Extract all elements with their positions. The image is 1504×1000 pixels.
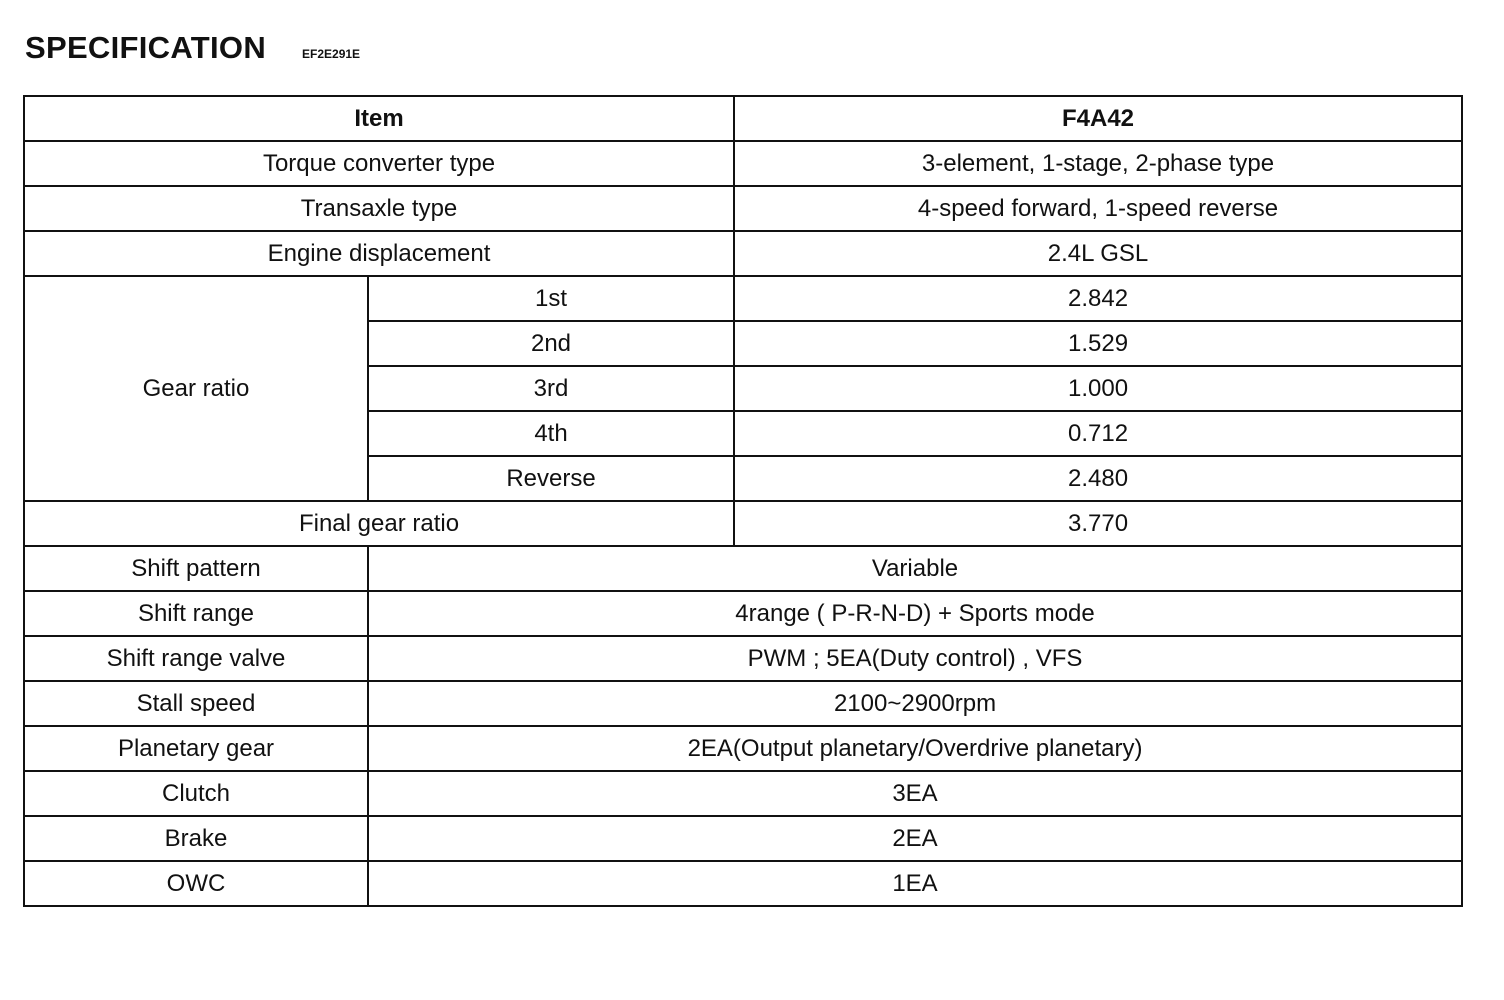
table-row <box>24 231 1462 276</box>
row-label: Brake <box>24 816 368 861</box>
gear-name: 1st <box>368 276 734 321</box>
row-label: Torque converter type <box>24 141 734 186</box>
header-item-cell: Item <box>24 96 734 141</box>
gear-value: 0.712 <box>734 411 1462 456</box>
document-code: EF2E291E <box>302 47 361 61</box>
gear-name: 4th <box>368 411 734 456</box>
gear-name: 3rd <box>368 366 734 411</box>
row-value: 3.770 <box>734 501 1462 546</box>
row-value: 4range ( P-R-N-D) + Sports mode <box>368 591 1462 636</box>
table-row <box>24 771 1462 816</box>
row-value: 3EA <box>368 771 1462 816</box>
gear-value: 2.842 <box>734 276 1462 321</box>
row-value: 2100~2900rpm <box>368 681 1462 726</box>
gear-ratio-row <box>24 276 1462 321</box>
row-label: Clutch <box>24 771 368 816</box>
table-row <box>24 861 1462 906</box>
row-value: Variable <box>368 546 1462 591</box>
page-heading <box>25 30 360 74</box>
row-value: 3-element, 1-stage, 2-phase type <box>734 141 1462 186</box>
row-label: Transaxle type <box>24 186 734 231</box>
table-row <box>24 636 1462 681</box>
table-row <box>24 726 1462 771</box>
final-gear-row <box>24 501 1462 546</box>
row-value: 2.4L GSL <box>734 231 1462 276</box>
gear-name: Reverse <box>368 456 734 501</box>
specification-table <box>23 95 1463 907</box>
row-label: OWC <box>24 861 368 906</box>
table-row <box>24 681 1462 726</box>
gear-value: 1.000 <box>734 366 1462 411</box>
row-value: 2EA(Output planetary/Overdrive planetary) <box>368 726 1462 771</box>
table-row <box>24 591 1462 636</box>
gear-value: 2.480 <box>734 456 1462 501</box>
table-row <box>24 186 1462 231</box>
row-value: PWM ; 5EA(Duty control) , VFS <box>368 636 1462 681</box>
gear-ratio-label: Gear ratio <box>24 276 368 501</box>
row-value: 1EA <box>368 861 1462 906</box>
header-model-cell: F4A42 <box>734 96 1462 141</box>
page-title: SPECIFICATION <box>25 30 267 65</box>
table-header-row <box>24 96 1462 141</box>
gear-name: 2nd <box>368 321 734 366</box>
table-row <box>24 141 1462 186</box>
row-label: Engine displacement <box>24 231 734 276</box>
table-row <box>24 546 1462 591</box>
row-label: Shift pattern <box>24 546 368 591</box>
row-label: Final gear ratio <box>24 501 734 546</box>
gear-value: 1.529 <box>734 321 1462 366</box>
row-label: Shift range valve <box>24 636 368 681</box>
table-row <box>24 816 1462 861</box>
row-value: 2EA <box>368 816 1462 861</box>
row-label: Planetary gear <box>24 726 368 771</box>
row-value: 4-speed forward, 1-speed reverse <box>734 186 1462 231</box>
row-label: Shift range <box>24 591 368 636</box>
row-label: Stall speed <box>24 681 368 726</box>
